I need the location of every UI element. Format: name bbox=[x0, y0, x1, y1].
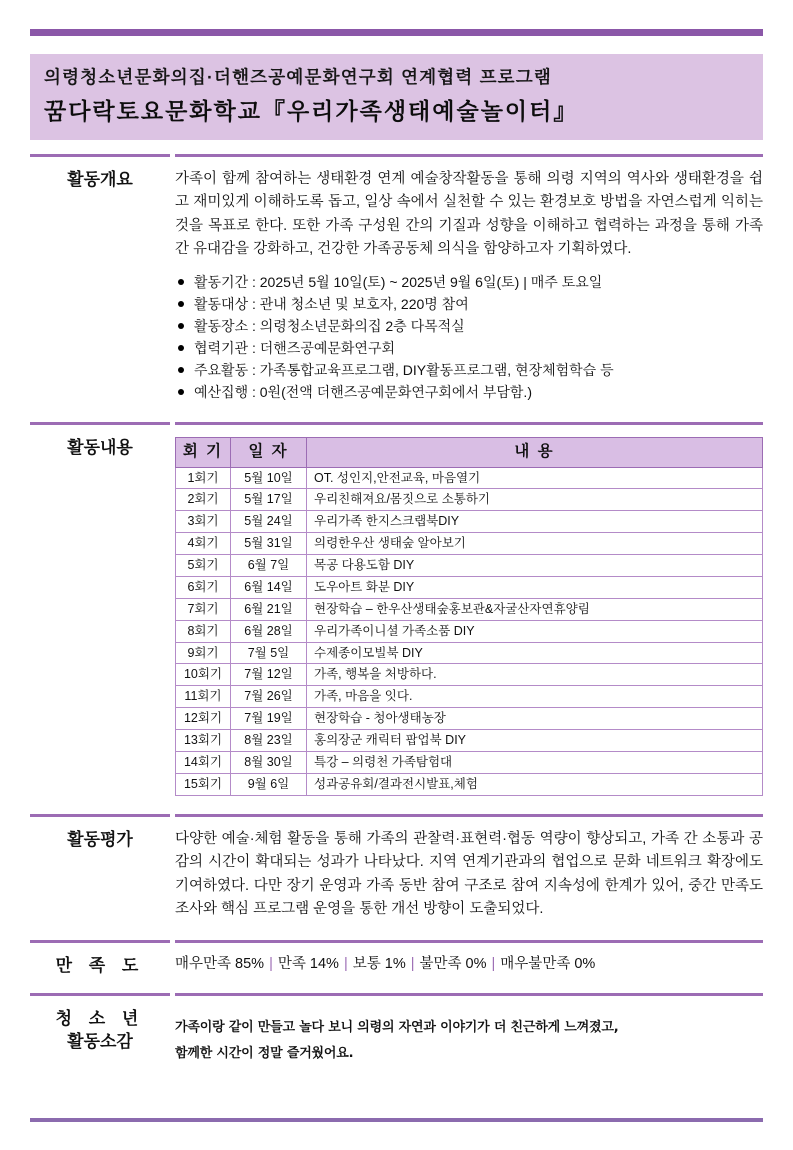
section-evaluation bbox=[30, 817, 763, 926]
cell-session: 5회기 bbox=[176, 555, 231, 577]
satisfaction-separator: | bbox=[269, 955, 273, 972]
column-header-description: 내 용 bbox=[307, 437, 763, 467]
section-label-satisfaction bbox=[30, 943, 170, 978]
cell-date: 6월 14일 bbox=[231, 576, 307, 598]
satisfaction-item: 불만족 0% bbox=[419, 955, 487, 972]
schedule-table-head bbox=[176, 437, 763, 467]
youth-comment-text bbox=[175, 1007, 763, 1066]
section-body-overview bbox=[170, 157, 763, 408]
table-row bbox=[176, 511, 763, 533]
cell-description: 현장학습 - 청아생태농장 bbox=[307, 708, 763, 730]
list-item: 주요활동 : 가족통합교육프로그램, DIY활동프로그램, 현장체험학습 등 bbox=[175, 359, 763, 381]
cell-session: 13회기 bbox=[176, 730, 231, 752]
section-body-evaluation bbox=[170, 817, 763, 926]
cell-date: 5월 17일 bbox=[231, 489, 307, 511]
table-row bbox=[176, 576, 763, 598]
table-row bbox=[176, 708, 763, 730]
cell-date: 8월 23일 bbox=[231, 730, 307, 752]
column-header-session: 회 기 bbox=[176, 437, 231, 467]
list-item: 협력기관 : 더핸즈공예문화연구회 bbox=[175, 337, 763, 359]
section-body-satisfaction bbox=[170, 943, 763, 980]
section-label-evaluation: 활동평가 bbox=[67, 829, 133, 849]
cell-session: 7회기 bbox=[176, 598, 231, 620]
cell-session: 8회기 bbox=[176, 620, 231, 642]
section-youth-comment bbox=[30, 996, 763, 1070]
youth-label-line1: 청 소 년 bbox=[55, 1009, 145, 1029]
cell-session: 14회기 bbox=[176, 751, 231, 773]
overview-paragraph: 가족이 함께 참여하는 생태환경 연계 예술창작활동을 통해 의령 지역의 역사와 생태환경을 쉽고 재미있게 이해하도록 돕고, 일상 속에서 실천할 수 있는 환경보호 방법을 자연스럽게 익히는 것을 목표로 한다. 또한 가족 구성원 간의 기질과 성향을 이해하고 협력하는 과정을 통해 가족 간 유대감을 강화하고, 건강한 가족공동체 의식을 함양하고자 기획하였다. bbox=[175, 171, 763, 258]
satisfaction-label-text: 만 족 도 bbox=[55, 955, 145, 975]
cell-date: 9월 6일 bbox=[231, 773, 307, 795]
program-title: 꿈다락토요문화학교『우리가족생태예술놀이터』 bbox=[44, 98, 579, 124]
cell-session: 6회기 bbox=[176, 576, 231, 598]
list-item: 활동기간 : 2025년 5월 10일(토) ~ 2025년 9월 6일(토) | 매주 토요일 bbox=[175, 271, 763, 293]
top-accent-rule bbox=[30, 29, 763, 36]
cell-date: 5월 10일 bbox=[231, 467, 307, 489]
cell-date: 7월 19일 bbox=[231, 708, 307, 730]
table-row bbox=[176, 642, 763, 664]
satisfaction-item: 만족 14% bbox=[277, 955, 339, 972]
cell-session: 4회기 bbox=[176, 533, 231, 555]
schedule-table bbox=[175, 437, 763, 796]
cell-session: 1회기 bbox=[176, 467, 231, 489]
youth-label-line2: 활동소감 bbox=[67, 1032, 133, 1052]
satisfaction-separator: | bbox=[343, 955, 348, 972]
section-label-youth bbox=[30, 996, 170, 1054]
cell-description: 현장학습 – 한우산생태숲홍보관&자굴산자연휴양림 bbox=[307, 598, 763, 620]
satisfaction-results bbox=[175, 954, 763, 976]
table-row bbox=[176, 686, 763, 708]
youth-comment-line1: 가족이랑 같이 만들고 놀다 보니 의령의 자연과 이야기가 더 친근하게 느껴졌고, bbox=[175, 1020, 619, 1036]
cell-description: 우리가족이니셜 가족소품 DIY bbox=[307, 620, 763, 642]
column-header-date: 일 자 bbox=[231, 437, 307, 467]
table-row bbox=[176, 773, 763, 795]
cell-session: 2회기 bbox=[176, 489, 231, 511]
cell-date: 7월 12일 bbox=[231, 664, 307, 686]
section-label-content: 활동내용 bbox=[67, 437, 133, 457]
cell-date: 7월 5일 bbox=[231, 642, 307, 664]
youth-comment-line2: 함께한 시간이 정말 즐거웠어요. bbox=[175, 1045, 354, 1061]
cell-description: OT. 성인지,안전교육, 마음열기 bbox=[307, 467, 763, 489]
cell-description: 홍의장군 캐릭터 팝업북 DIY bbox=[307, 730, 763, 752]
cell-date: 8월 30일 bbox=[231, 751, 307, 773]
section-body-youth bbox=[170, 996, 763, 1070]
overview-bullet-list bbox=[175, 271, 763, 404]
bottom-accent-rule bbox=[30, 1118, 763, 1122]
cell-session: 10회기 bbox=[176, 664, 231, 686]
program-subtitle: 의령청소년문화의집·더핸즈공예문화연구회 연계협력 프로그램 bbox=[44, 67, 552, 87]
table-row bbox=[176, 620, 763, 642]
evaluation-paragraph: 다양한 예술·체험 활동을 통해 가족의 관찰력·표현력·협동 역량이 향상되고, 가족 간 소통과 공감의 시간이 확대되는 성과가 나타났다. 지역 연계기관과의 협업으로 문화 네트워크 확장에도 기여하였다. 다만 장기 운영과 가족 동반 참여 구조로 참여 지속성에 한계가 있어, 중간 만족도 조사와 핵심 프로그램 운영을 통한 개선 방향이 도출되었다. bbox=[175, 830, 763, 918]
list-item: 예산집행 : 0원(전액 더핸즈공예문화연구회에서 부담함.) bbox=[175, 381, 763, 403]
cell-description: 수제종이모빌북 DIY bbox=[307, 642, 763, 664]
cell-date: 5월 24일 bbox=[231, 511, 307, 533]
cell-description: 의령한우산 생태숲 알아보기 bbox=[307, 533, 763, 555]
cell-session: 12회기 bbox=[176, 708, 231, 730]
schedule-table-body bbox=[176, 467, 763, 795]
cell-date: 7월 26일 bbox=[231, 686, 307, 708]
cell-session: 3회기 bbox=[176, 511, 231, 533]
report-page bbox=[0, 29, 793, 1150]
satisfaction-separator: | bbox=[491, 955, 496, 972]
satisfaction-separator: | bbox=[410, 955, 415, 972]
table-row bbox=[176, 751, 763, 773]
cell-session: 15회기 bbox=[176, 773, 231, 795]
list-item: 활동대상 : 관내 청소년 및 보호자, 220명 참여 bbox=[175, 293, 763, 315]
table-header-row bbox=[176, 437, 763, 467]
cell-description: 우리친해져요/몸짓으로 소통하기 bbox=[307, 489, 763, 511]
cell-date: 6월 21일 bbox=[231, 598, 307, 620]
cell-date: 5월 31일 bbox=[231, 533, 307, 555]
cell-description: 특강 – 의령천 가족탐험대 bbox=[307, 751, 763, 773]
table-row bbox=[176, 555, 763, 577]
section-overview bbox=[30, 157, 763, 408]
table-row bbox=[176, 489, 763, 511]
cell-description: 가족, 마음을 잇다. bbox=[307, 686, 763, 708]
cell-date: 6월 7일 bbox=[231, 555, 307, 577]
title-band bbox=[30, 54, 763, 140]
section-satisfaction bbox=[30, 943, 763, 980]
table-row bbox=[176, 664, 763, 686]
table-row bbox=[176, 467, 763, 489]
cell-session: 11회기 bbox=[176, 686, 231, 708]
section-content bbox=[30, 425, 763, 800]
section-label-overview: 활동개요 bbox=[67, 170, 133, 189]
satisfaction-item: 보통 1% bbox=[352, 955, 406, 972]
satisfaction-item: 매우불만족 0% bbox=[500, 955, 596, 972]
cell-date: 6월 28일 bbox=[231, 620, 307, 642]
cell-description: 목공 다용도함 DIY bbox=[307, 555, 763, 577]
cell-description: 가족, 행복을 처방하다. bbox=[307, 664, 763, 686]
table-row bbox=[176, 533, 763, 555]
satisfaction-item: 매우만족 85% bbox=[175, 955, 265, 972]
section-body-content bbox=[170, 425, 763, 800]
table-row bbox=[176, 598, 763, 620]
cell-description: 도우아트 화분 DIY bbox=[307, 576, 763, 598]
list-item: 활동장소 : 의령청소년문화의집 2층 다목적실 bbox=[175, 315, 763, 337]
table-row bbox=[176, 730, 763, 752]
cell-description: 우리가족 한지스크랩북DIY bbox=[307, 511, 763, 533]
cell-description: 성과공유회/결과전시발표,체험 bbox=[307, 773, 763, 795]
cell-session: 9회기 bbox=[176, 642, 231, 664]
